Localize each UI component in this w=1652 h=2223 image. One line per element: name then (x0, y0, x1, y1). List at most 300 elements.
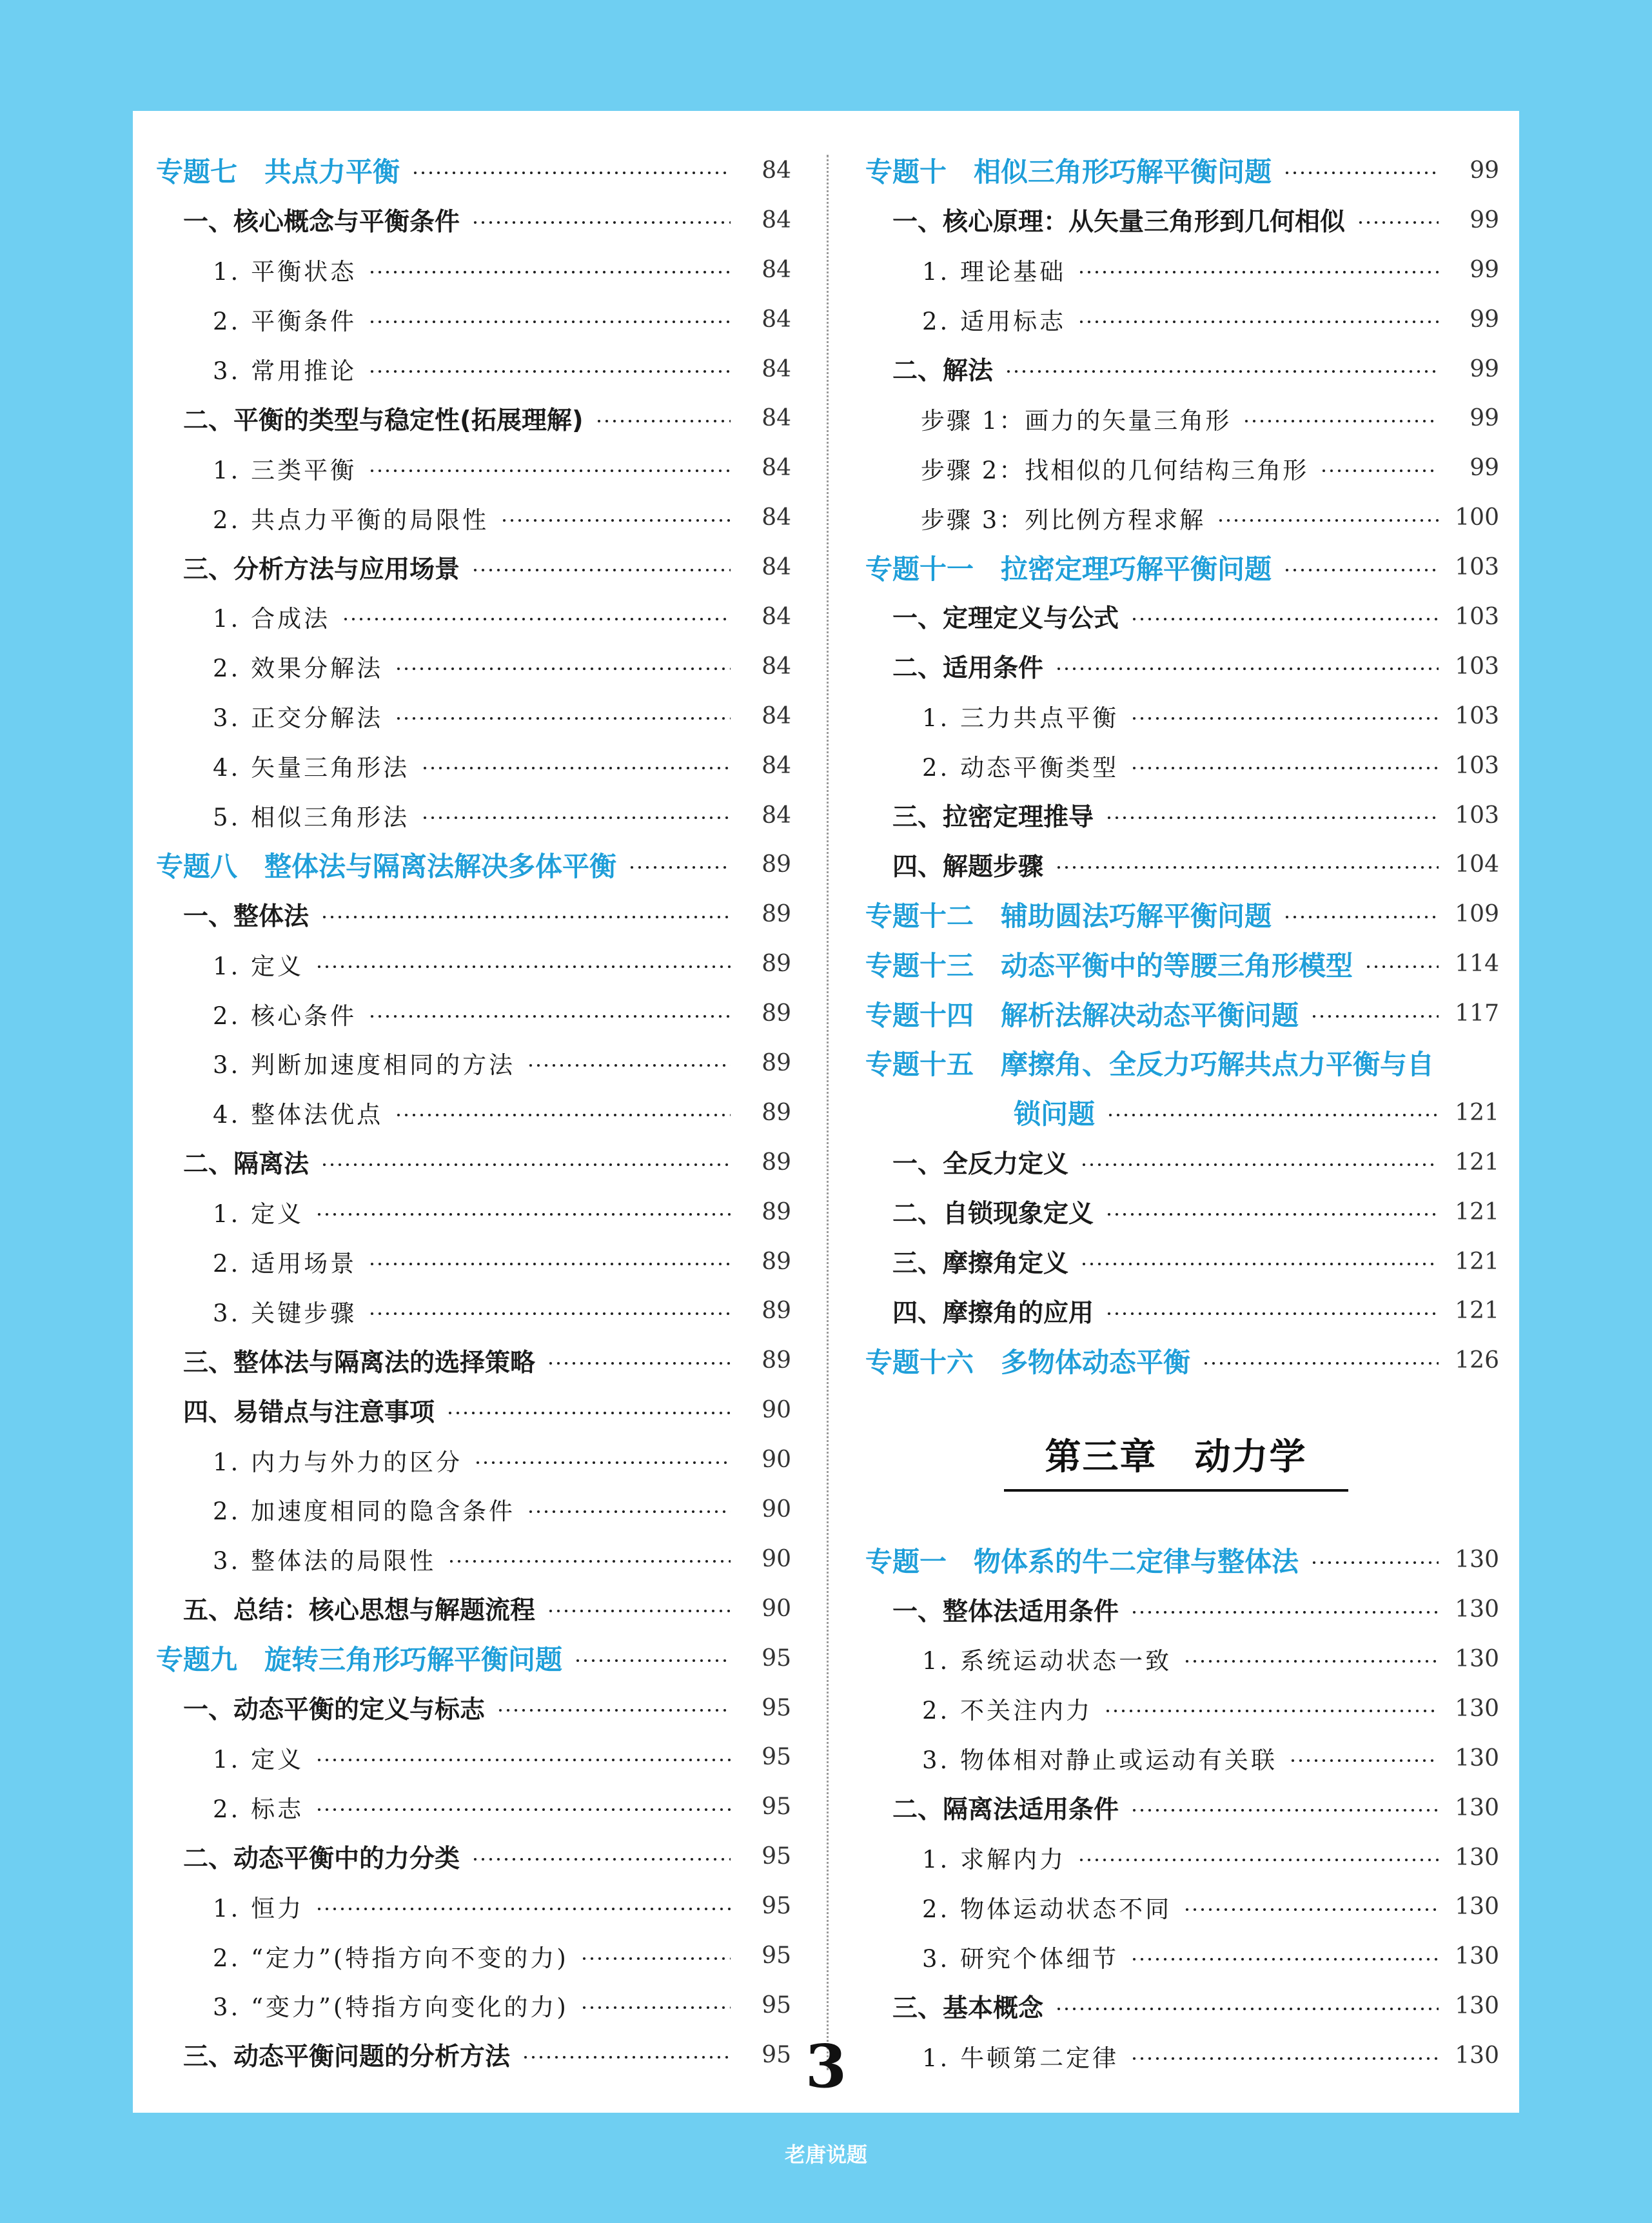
toc-entry-title: 2. 效果分解法 (213, 655, 384, 683)
toc-leader-dots (320, 1163, 731, 1166)
toc-leader-dots (574, 1659, 731, 1662)
toc-entry-title: 步骤 3：列比例方程求解 (921, 506, 1206, 534)
toc-entry-title: 专题七 共点力平衡 (156, 156, 400, 188)
toc-entry-title: 3. 物体相对静止或运动有关联 (922, 1746, 1278, 1775)
toc-entry-topic[interactable] (156, 146, 791, 195)
toc-leader-dots (1243, 420, 1439, 422)
toc-entry-topic[interactable] (865, 1038, 1499, 1088)
toc-entry-page: 95 (762, 1843, 791, 1870)
toc-leader-dots (1055, 2008, 1439, 2010)
toc-leader-dots (368, 469, 731, 472)
toc-leader-dots (447, 1560, 731, 1563)
toc-entry-title: 2. 核心条件 (213, 1002, 357, 1030)
toc-entry-topic[interactable] (865, 1535, 1499, 1585)
toc-entry-title: 2. 标志 (213, 1795, 304, 1823)
toc-entry-title: 3. 研究个体细节 (922, 1944, 1119, 1973)
toc-entry-title: 步骤 2：找相似的几何结构三角形 (921, 456, 1309, 484)
toc-leader-dots (1357, 221, 1439, 224)
toc-entry-title: 二、自锁现象定义 (892, 1200, 1094, 1229)
toc-entry-subsection[interactable] (156, 1981, 791, 2030)
toc-entry-subsection[interactable] (156, 1485, 791, 1534)
toc-entry-title: 二、平衡的类型与稳定性(拓展理解) (183, 406, 584, 435)
toc-entry-title: 四、摩擦角的应用 (892, 1298, 1094, 1328)
toc-entry-page: 89 (762, 951, 791, 978)
toc-entry-page: 89 (762, 1198, 791, 1225)
toc-entry-topic[interactable] (865, 889, 1499, 939)
toc-entry-section[interactable] (156, 195, 791, 245)
toc-leader-dots (1105, 1312, 1439, 1315)
toc-entry-page: 84 (762, 603, 791, 630)
toc-entry-page: 89 (762, 851, 791, 878)
toc-leader-dots (421, 816, 731, 819)
toc-entry-title: 二、适用条件 (892, 654, 1044, 684)
toc-entry-title: 三、动态平衡问题的分析方法 (183, 2042, 511, 2072)
toc-leader-dots (315, 1213, 731, 1216)
toc-entry-section[interactable] (156, 889, 791, 939)
toc-leader-dots (527, 1064, 731, 1067)
toc-entry-title: 三、拉密定理推导 (892, 803, 1094, 833)
toc-entry-title: 四、易错点与注意事项 (183, 1398, 435, 1427)
toc-entry-page: 95 (762, 2041, 791, 2068)
toc-leader-dots (1005, 370, 1439, 373)
toc-entry-subsection[interactable] (156, 592, 791, 642)
toc-entry-title: 四、解题步骤 (892, 852, 1044, 882)
toc-entry-title: 专题十六 多物体动态平衡 (865, 1346, 1191, 1378)
toc-entry-title: 2. “定力”(特指方向不变的力) (213, 1944, 569, 1972)
toc-entry-title: 三、基本概念 (892, 1993, 1044, 2023)
toc-entry-page: 90 (762, 1545, 791, 1572)
toc-entry-section[interactable] (865, 1981, 1499, 2031)
toc-entry-title: 1. 三类平衡 (213, 456, 357, 484)
toc-entry-title: 1. 内力与外力的区分 (213, 1448, 463, 1476)
toc-entry-subsection[interactable] (156, 493, 791, 542)
toc-leader-dots (1130, 1809, 1439, 1812)
toc-leader-dots (342, 618, 731, 620)
toc-entry-page: 99 (1470, 355, 1499, 382)
toc-entry-title: 锁问题 (1014, 1098, 1096, 1131)
toc-entry-title: 3. “变力”(特指方向变化的力) (213, 1993, 569, 2022)
toc-leader-dots (1310, 1561, 1439, 1564)
toc-entry-topic[interactable] (865, 939, 1499, 989)
toc-entry-section[interactable] (156, 1336, 791, 1385)
toc-entry-title: 4. 整体法优点 (213, 1101, 384, 1129)
toc-leader-dots (580, 1957, 731, 1960)
toc-entry-subsection[interactable] (156, 1782, 791, 1832)
toc-entry-page: 103 (1455, 702, 1499, 729)
toc-leader-dots (315, 965, 731, 968)
toc-leader-dots (1283, 569, 1439, 571)
toc-entry-title: 专题十三 动态平衡中的等腰三角形模型 (865, 949, 1353, 982)
toc-entry-subsection[interactable] (865, 1932, 1499, 1981)
toc-entry-section[interactable] (156, 1385, 791, 1435)
toc-entry-section[interactable] (156, 1138, 791, 1187)
toc-leader-dots (497, 1709, 731, 1712)
toc-leader-dots (1283, 916, 1439, 918)
toc-entry-page: 103 (1455, 653, 1499, 680)
toc-left-column (156, 146, 791, 2080)
toc-leader-dots (1320, 469, 1439, 472)
toc-entry-subsection[interactable] (156, 295, 791, 344)
toc-entry-title: 1. 牛顿第二定律 (922, 2044, 1119, 2072)
toc-entry-subsection[interactable] (865, 1882, 1499, 1932)
toc-entry-page: 117 (1455, 1000, 1499, 1027)
toc-leader-dots (595, 420, 731, 422)
toc-entry-page: 121 (1455, 1248, 1499, 1275)
toc-entry-page: 103 (1455, 802, 1499, 829)
toc-leader-dots (1055, 866, 1439, 869)
toc-entry-title: 2. 动态平衡类型 (922, 754, 1119, 782)
toc-entry-subsection[interactable] (156, 939, 791, 989)
toc-entry-title: 2. 共点力平衡的局限性 (213, 506, 489, 534)
toc-entry-subsection[interactable] (156, 1237, 791, 1287)
toc-entry-page: 84 (762, 802, 791, 829)
toc-leader-dots (1202, 1362, 1439, 1365)
toc-entry-title: 2. 适用场景 (213, 1250, 357, 1278)
toc-entry-title: 一、定理定义与公式 (892, 604, 1119, 634)
toc-leader-dots (368, 271, 731, 273)
toc-entry-section[interactable] (865, 344, 1499, 394)
toc-entry-page: 84 (762, 306, 791, 333)
toc-entry-page: 90 (762, 1447, 791, 1474)
toc-entry-page: 89 (762, 901, 791, 928)
toc-entry-title: 3. 正交分解法 (213, 704, 384, 733)
toc-entry-title: 3. 整体法的局限性 (213, 1547, 437, 1576)
toc-entry-section[interactable] (865, 1187, 1499, 1237)
toc-entry-subsection[interactable] (156, 443, 791, 493)
toc-entry-subsection[interactable] (156, 989, 791, 1038)
footer-watermark: 老唐说题 (784, 2142, 867, 2167)
toc-entry-page: 130 (1455, 1596, 1499, 1623)
toc-entry-title: 二、解法 (892, 357, 994, 386)
toc-entry-title: 专题十二 辅助圆法巧解平衡问题 (865, 900, 1272, 932)
toc-leader-dots (1104, 1710, 1439, 1712)
toc-entry-page: 95 (762, 1893, 791, 1920)
toc-entry-section[interactable] (865, 592, 1499, 642)
toc-entry-page: 99 (1470, 405, 1499, 432)
toc-leader-dots (368, 321, 731, 323)
toc-entry-subsection[interactable] (865, 741, 1499, 791)
toc-entry-title: 2. 不关注内力 (922, 1697, 1093, 1725)
toc-entry-page: 84 (762, 653, 791, 680)
toc-leader-dots (1055, 667, 1439, 670)
toc-entry-subsection[interactable] (865, 443, 1499, 493)
toc-entry-title: 1. 平衡状态 (213, 258, 357, 286)
toc-entry-page: 121 (1455, 1149, 1499, 1176)
toc-entry-page: 90 (762, 1397, 791, 1424)
chapter-title: 第三章 动力学 (1004, 1428, 1348, 1492)
toc-entry-page: 130 (1455, 2042, 1499, 2070)
toc-leader-dots (1077, 321, 1439, 323)
toc-entry-page: 89 (762, 1298, 791, 1325)
toc-entry-page: 99 (1470, 206, 1499, 233)
toc-entry-title: 一、动态平衡的定义与标志 (183, 1695, 486, 1725)
toc-entry-subsection[interactable] (156, 1088, 791, 1138)
toc-entry-page: 114 (1455, 951, 1499, 978)
toc-entry-page: 90 (762, 1496, 791, 1523)
toc-entry-page: 99 (1470, 256, 1499, 283)
toc-entry-page: 84 (762, 206, 791, 233)
toc-entry-title: 三、分析方法与应用场景 (183, 555, 460, 584)
toc-entry-page: 89 (762, 1099, 791, 1126)
toc-entry-page: 130 (1455, 1893, 1499, 1921)
toc-entry-title: 1. 定义 (213, 952, 304, 980)
toc-entry-page: 95 (762, 1645, 791, 1672)
toc-entry-page: 99 (1470, 306, 1499, 333)
toc-entry-subsection[interactable] (865, 1833, 1499, 1882)
toc-entry-section[interactable] (865, 1237, 1499, 1287)
toc-entry-page: 89 (762, 1149, 791, 1176)
toc-entry-title: 3. 判断加速度相同的方法 (213, 1051, 516, 1080)
toc-leader-dots (547, 1610, 731, 1612)
toc-leader-dots (1080, 1263, 1439, 1265)
toc-entry-title: 1. 求解内力 (922, 1846, 1067, 1874)
toc-entry-section[interactable] (156, 1584, 791, 1634)
toc-leader-dots (421, 767, 731, 769)
toc-leader-dots (1130, 618, 1439, 620)
toc-entry-section[interactable] (156, 1683, 791, 1733)
toc-entry-page: 103 (1455, 752, 1499, 779)
toc-entry-page: 84 (762, 702, 791, 729)
toc-entry-title: 五、总结：核心思想与解题流程 (183, 1596, 536, 1626)
toc-entry-title: 三、整体法与隔离法的选择策略 (183, 1348, 536, 1378)
toc-entry-subsection[interactable] (156, 1534, 791, 1584)
toc-entry-title: 4. 矢量三角形法 (213, 754, 410, 782)
toc-entry-page: 95 (762, 1744, 791, 1771)
toc-leader-dots (471, 1858, 731, 1861)
toc-entry-title: 3. 关键步骤 (213, 1299, 357, 1327)
toc-leader-dots (547, 1362, 731, 1365)
toc-entry-title: 一、整体法适用条件 (892, 1597, 1119, 1626)
toc-entry-title: 1. 定义 (213, 1200, 304, 1229)
toc-entry-page: 100 (1455, 504, 1499, 531)
toc-leader-dots (1130, 717, 1439, 720)
toc-leader-dots (471, 221, 731, 224)
toc-entry-page: 121 (1455, 1099, 1499, 1126)
toc-entry-page: 130 (1455, 1546, 1499, 1574)
toc-entry-title: 二、动态平衡中的力分类 (183, 1844, 460, 1873)
toc-leader-dots (1105, 816, 1439, 819)
toc-entry-section[interactable] (156, 1832, 791, 1881)
toc-entry-title: 2. 平衡条件 (213, 308, 357, 336)
toc-entry-page: 84 (762, 752, 791, 779)
toc-entry-title: 3. 常用推论 (213, 357, 357, 385)
toc-entry-page: 130 (1455, 1695, 1499, 1722)
toc-entry-title: 1. 恒力 (213, 1894, 304, 1922)
toc-leader-dots (395, 717, 731, 720)
toc-leader-dots (1310, 1015, 1439, 1018)
toc-entry-subsection[interactable] (156, 1733, 791, 1783)
toc-entry-topic[interactable] (865, 989, 1499, 1038)
toc-entry-page: 95 (762, 1942, 791, 1969)
toc-entry-title: 1. 三力共点平衡 (922, 704, 1119, 733)
toc-entry-subsection[interactable] (156, 1187, 791, 1237)
toc-entry-subsection[interactable] (156, 741, 791, 791)
toc-entry-page: 84 (762, 157, 791, 184)
toc-entry-title: 二、隔离法适用条件 (892, 1795, 1119, 1825)
toc-entry-title: 专题十五 摩擦角、全反力巧解共点力平衡与自 (865, 1049, 1435, 1081)
toc-entry-subsection[interactable] (865, 691, 1499, 741)
toc-leader-dots (474, 1461, 731, 1464)
toc-entry-section[interactable] (865, 1138, 1499, 1187)
toc-entry-title: 三、摩擦角定义 (892, 1249, 1069, 1279)
toc-leader-dots (368, 370, 731, 373)
toc-entry-title: 一、核心概念与平衡条件 (183, 208, 460, 237)
toc-entry-page: 84 (762, 405, 791, 432)
toc-entry-page: 99 (1470, 157, 1499, 184)
toc-leader-dots (395, 667, 731, 670)
toc-leader-dots (1077, 271, 1439, 273)
toc-entry-subsection[interactable] (156, 344, 791, 394)
toc-entry-subsection[interactable] (156, 1931, 791, 1981)
toc-leader-dots (471, 569, 731, 571)
toc-entry-title: 2. 适用标志 (922, 308, 1067, 336)
toc-entry-topic[interactable] (865, 146, 1499, 195)
toc-entry-page: 84 (762, 355, 791, 382)
toc-entry-title: 专题八 整体法与隔离法解决多体平衡 (156, 850, 617, 882)
toc-leader-dots (1183, 1908, 1439, 1911)
toc-entry-subsection[interactable] (865, 1734, 1499, 1783)
toc-leader-dots (580, 2006, 731, 2009)
toc-leader-dots (1080, 1163, 1439, 1166)
toc-entry-page: 121 (1455, 1198, 1499, 1225)
toc-entry-page: 89 (762, 1000, 791, 1027)
toc-entry-title: 1. 合成法 (213, 605, 331, 633)
toc-entry-section[interactable] (865, 642, 1499, 691)
toc-entry-title: 1. 系统运动状态一致 (922, 1647, 1172, 1675)
toc-leader-dots (395, 1114, 731, 1116)
toc-entry-page: 84 (762, 455, 791, 482)
toc-entry-subsection[interactable] (865, 493, 1499, 542)
page-number: 3 (805, 2031, 847, 2101)
toc-entry-subsection[interactable] (156, 791, 791, 840)
toc-entry-title: 一、整体法 (183, 902, 310, 931)
toc-entry-subsection[interactable] (865, 245, 1499, 295)
toc-entry-title: 专题九 旋转三角形巧解平衡问题 (156, 1644, 563, 1676)
toc-entry-subsection[interactable] (865, 1684, 1499, 1734)
toc-entry-page: 130 (1455, 1993, 1499, 2020)
toc-entry-title: 1. 定义 (213, 1745, 304, 1773)
toc-leader-dots (527, 1510, 731, 1513)
toc-entry-title: 1. 理论基础 (922, 258, 1067, 286)
toc-leader-dots (368, 1263, 731, 1265)
toc-entry-title: 一、全反力定义 (892, 1150, 1069, 1180)
toc-entry-topic[interactable] (865, 1336, 1499, 1385)
toc-entry-page: 121 (1455, 1298, 1499, 1325)
toc-leader-dots (315, 1808, 731, 1811)
toc-entry-topic[interactable] (156, 1634, 791, 1683)
toc-entry-section[interactable] (156, 393, 791, 443)
toc-entry-page: 130 (1455, 1794, 1499, 1821)
toc-entry-topic[interactable] (865, 1088, 1499, 1138)
toc-entry-section[interactable] (865, 791, 1499, 840)
toc-entry-section[interactable] (865, 840, 1499, 889)
toc-entry-section[interactable] (865, 1783, 1499, 1833)
toc-leader-dots (1130, 767, 1439, 769)
toc-right-column (865, 146, 1499, 2080)
toc-leader-dots (446, 1412, 731, 1414)
toc-leader-dots (1130, 1958, 1439, 1961)
toc-entry-page: 126 (1455, 1347, 1499, 1374)
toc-entry-subsection[interactable] (156, 1038, 791, 1088)
toc-entry-page: 95 (762, 1991, 791, 2019)
toc-entry-title: 专题十一 拉密定理巧解平衡问题 (865, 553, 1272, 585)
toc-entry-page: 103 (1455, 603, 1499, 630)
column-divider (827, 155, 829, 2070)
toc-entry-page: 89 (762, 1049, 791, 1076)
toc-entry-page: 89 (762, 1248, 791, 1275)
toc-entry-page: 95 (762, 1793, 791, 1821)
toc-entry-subsection[interactable] (865, 1634, 1499, 1684)
toc-entry-page: 90 (762, 1595, 791, 1622)
toc-entry-subsection[interactable] (865, 393, 1499, 443)
toc-entry-subsection[interactable] (865, 295, 1499, 344)
toc-leader-dots (1183, 1660, 1439, 1663)
toc-entry-title: 二、隔离法 (183, 1150, 310, 1180)
toc-entry-section[interactable] (156, 542, 791, 592)
toc-entry-title: 2. 物体运动状态不同 (922, 1895, 1172, 1923)
toc-leader-dots (315, 1908, 731, 1910)
toc-leader-dots (1364, 965, 1439, 968)
toc-entry-subsection[interactable] (156, 245, 791, 295)
toc-leader-dots (1130, 1611, 1439, 1614)
toc-entry-page: 84 (762, 256, 791, 283)
toc-leader-dots (1289, 1759, 1439, 1762)
toc-entry-page: 103 (1455, 554, 1499, 581)
toc-leader-dots (1077, 1859, 1439, 1861)
toc-entry-page: 130 (1455, 1943, 1499, 1970)
toc-leader-dots (628, 866, 731, 869)
toc-entry-subsection[interactable] (156, 642, 791, 691)
toc-leader-dots (1217, 519, 1439, 522)
toc-entry-page: 84 (762, 554, 791, 581)
toc-entry-title: 5. 相似三角形法 (213, 804, 410, 832)
toc-leader-dots (315, 1759, 731, 1761)
toc-entry-topic[interactable] (156, 840, 791, 889)
toc-entry-section[interactable] (865, 1585, 1499, 1634)
toc-entry-page: 89 (762, 1347, 791, 1374)
toc-leader-dots (1283, 172, 1439, 174)
toc-leader-dots (320, 916, 731, 918)
toc-entry-page: 104 (1455, 851, 1499, 878)
toc-entry-page: 84 (762, 504, 791, 531)
toc-entry-title: 一、核心原理：从矢量三角形到几何相似 (892, 208, 1346, 237)
toc-entry-topic[interactable] (865, 542, 1499, 592)
toc-entry-page: 130 (1455, 1844, 1499, 1871)
toc-entry-page: 130 (1455, 1744, 1499, 1772)
toc-entry-section[interactable] (865, 1286, 1499, 1336)
toc-entry-page: 109 (1455, 901, 1499, 928)
toc-entry-title: 专题十四 解析法解决动态平衡问题 (865, 999, 1299, 1031)
toc-entry-title: 专题一 物体系的牛二定律与整体法 (865, 1545, 1299, 1577)
toc-entry-page: 130 (1455, 1645, 1499, 1672)
toc-entry-subsection[interactable] (156, 691, 791, 741)
toc-entry-page: 99 (1470, 455, 1499, 482)
toc-leader-dots (411, 172, 731, 174)
toc-entry-subsection[interactable] (156, 1435, 791, 1485)
toc-leader-dots (1106, 1114, 1439, 1116)
toc-entry-title: 专题十 相似三角形巧解平衡问题 (865, 156, 1272, 188)
toc-entry-title: 步骤 1：画力的矢量三角形 (921, 406, 1232, 435)
toc-leader-dots (500, 519, 731, 522)
chapter-heading (865, 1385, 1499, 1535)
toc-leader-dots (1105, 1213, 1439, 1216)
toc-entry-subsection[interactable] (156, 1286, 791, 1336)
toc-entry-title: 2. 加速度相同的隐含条件 (213, 1497, 516, 1526)
toc-leader-dots (368, 1015, 731, 1018)
toc-entry-page: 95 (762, 1694, 791, 1721)
toc-entry-subsection[interactable] (156, 1881, 791, 1931)
toc-entry-section[interactable] (865, 195, 1499, 245)
